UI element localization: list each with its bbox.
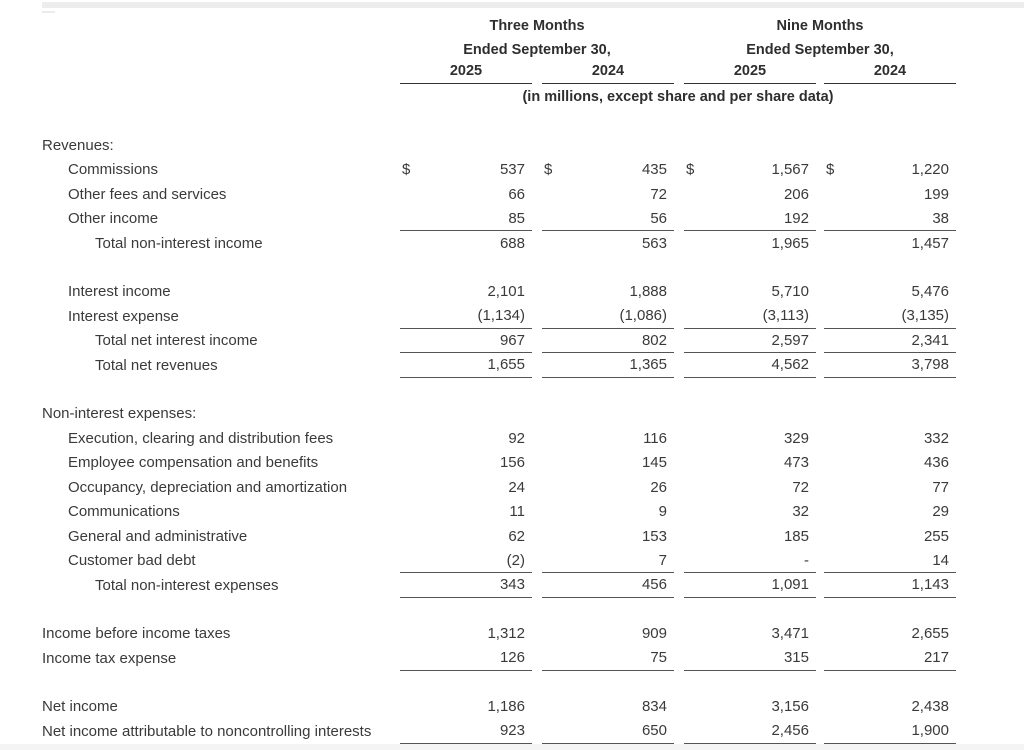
value-text: 2,101: [487, 283, 525, 301]
table-row: [42, 133, 956, 158]
value-text: 1,143: [911, 576, 949, 594]
nine-months-subtitle: Ended September 30,: [746, 42, 894, 58]
row-label: Net income: [42, 698, 118, 716]
value-text: 1,655: [487, 356, 525, 374]
value-cell-col4: [824, 426, 956, 451]
value-text: 436: [923, 454, 949, 472]
row-label: Employee compensation and benefits: [68, 454, 319, 472]
table-row: [42, 573, 956, 598]
value-text: 1,312: [487, 625, 525, 643]
value-cell-col3: [684, 182, 816, 207]
value-text: 77: [932, 478, 949, 496]
value-cell-col4: [824, 695, 956, 720]
value-cell-col4: [824, 524, 956, 549]
bottom-page-edge: [0, 744, 1024, 750]
top-page-edge: [42, 2, 1024, 8]
value-cell-col1: [400, 158, 532, 183]
table-row: [42, 719, 956, 744]
value-text: 343: [499, 576, 525, 594]
value-text: 329: [783, 429, 809, 447]
row-label: Commissions: [68, 161, 159, 179]
value-cell-col2: [542, 719, 674, 744]
value-cell-col2: [542, 207, 674, 232]
value-text: 1,220: [911, 161, 949, 179]
value-cell-col4: [824, 207, 956, 232]
value-cell-col2: [542, 133, 674, 158]
value-cell-col3: [684, 573, 816, 598]
value-cell-col2: [542, 329, 674, 354]
value-text: 75: [650, 649, 667, 667]
section-gap: [42, 256, 956, 280]
row-label: Communications: [68, 503, 180, 521]
value-text: 688: [499, 234, 525, 252]
value-text: 537: [499, 161, 525, 179]
row-label: Net income attributable to noncontrolling interests: [42, 722, 372, 740]
table-row: [42, 304, 956, 329]
value-cell-col4: [824, 304, 956, 329]
table-body: [42, 133, 956, 744]
value-cell-col1: [400, 182, 532, 207]
value-text: (2): [506, 551, 525, 569]
value-cell-col3: [684, 280, 816, 305]
value-text: 650: [641, 722, 667, 740]
value-text: 126: [499, 649, 525, 667]
row-label: Total net interest income: [95, 332, 258, 350]
value-cell-col1: [400, 719, 532, 744]
table-row: [42, 549, 956, 574]
row-label: Other income: [68, 210, 159, 228]
value-text: 2,655: [911, 625, 949, 643]
table-row: [42, 329, 956, 354]
value-cell-col1: [400, 475, 532, 500]
value-text: (1,134): [477, 307, 525, 325]
header-body-gap: [42, 110, 956, 133]
value-text: 2,341: [911, 331, 949, 349]
value-cell-col4: [824, 353, 956, 378]
row-label: Non-interest expenses:: [42, 405, 197, 423]
value-text: 5,710: [771, 283, 809, 301]
row-label: Income tax expense: [42, 649, 177, 667]
value-text: 4,562: [771, 356, 809, 374]
value-cell-col3: [684, 158, 816, 183]
three-months-title: Three Months: [489, 18, 585, 34]
value-cell-col2: [542, 475, 674, 500]
value-cell-col2: [542, 451, 674, 476]
table-row: [42, 475, 956, 500]
value-text: 332: [923, 429, 949, 447]
value-text: 802: [641, 331, 667, 349]
nine-months-title: Nine Months: [776, 18, 864, 34]
value-cell-col2: [542, 646, 674, 671]
value-text: 11: [509, 503, 525, 521]
value-cell-col4: [824, 329, 956, 354]
value-cell-col1: [400, 426, 532, 451]
value-cell-col4: [824, 500, 956, 525]
income-statement: [42, 14, 956, 744]
value-cell-col4: [824, 622, 956, 647]
value-cell-col4: [824, 549, 956, 574]
dollar-sign: $: [826, 161, 835, 179]
value-text: 909: [641, 625, 667, 643]
value-cell-col4: [824, 231, 956, 256]
value-cell-col2: [542, 353, 674, 378]
units-note-row: [42, 84, 956, 110]
value-text: 153: [641, 527, 667, 545]
value-text: 217: [923, 649, 949, 667]
table-row: [42, 524, 956, 549]
section-gap: [42, 671, 956, 695]
year-col-1: 2025: [400, 63, 532, 84]
row-label: Occupancy, depreciation and amortization: [68, 478, 348, 496]
value-cell-col2: [542, 182, 674, 207]
value-cell-col2: [542, 695, 674, 720]
value-text: 834: [641, 698, 667, 716]
value-cell-col1: [400, 622, 532, 647]
value-text: 2,456: [771, 722, 809, 740]
value-text: 206: [783, 185, 809, 203]
table-row: [42, 426, 956, 451]
value-text: 66: [508, 185, 525, 203]
value-cell-col4: [824, 719, 956, 744]
year-col-2: 2024: [542, 63, 674, 84]
section-gap: [42, 598, 956, 622]
value-cell-col3: [684, 524, 816, 549]
value-cell-col3: [684, 646, 816, 671]
value-cell-col4: [824, 158, 956, 183]
value-cell-col1: [400, 207, 532, 232]
value-text: 1,365: [629, 356, 667, 374]
value-cell-col3: [684, 500, 816, 525]
table-row: [42, 182, 956, 207]
value-cell-col4: [824, 573, 956, 598]
value-cell-col2: [542, 622, 674, 647]
value-text: 72: [792, 478, 809, 496]
value-cell-col4: [824, 402, 956, 427]
value-text: 255: [923, 527, 949, 545]
value-cell-col1: [400, 402, 532, 427]
value-text: 1,567: [771, 161, 809, 179]
year-col-4: 2024: [824, 63, 956, 84]
value-text: 3,156: [771, 698, 809, 716]
section-gap: [42, 378, 956, 402]
value-text: 56: [650, 209, 667, 227]
value-cell-col3: [684, 426, 816, 451]
table-row: [42, 451, 956, 476]
value-text: 14: [932, 551, 949, 569]
value-text: 192: [783, 209, 809, 227]
value-cell-col1: [400, 231, 532, 256]
value-text: 116: [643, 429, 667, 447]
value-text: 3,798: [911, 356, 949, 374]
dollar-sign: $: [686, 161, 695, 179]
row-label: Execution, clearing and distribution fees: [68, 429, 334, 447]
value-text: (3,113): [762, 307, 809, 325]
value-text: 456: [641, 576, 667, 594]
value-text: (3,135): [901, 307, 949, 325]
row-label: Total net revenues: [95, 356, 218, 374]
value-cell-col3: [684, 231, 816, 256]
value-cell-col3: [684, 475, 816, 500]
value-cell-col3: [684, 329, 816, 354]
three-months-subtitle: Ended September 30,: [463, 42, 611, 58]
table-row: [42, 622, 956, 647]
value-cell-col1: [400, 549, 532, 574]
value-cell-col3: [684, 695, 816, 720]
value-cell-col4: [824, 475, 956, 500]
value-text: 92: [508, 429, 525, 447]
value-text: 24: [508, 478, 525, 496]
value-cell-col2: [542, 402, 674, 427]
value-text: 32: [792, 503, 809, 521]
value-text: 563: [641, 234, 667, 252]
value-text: 1,457: [911, 234, 949, 252]
value-cell-col1: [400, 133, 532, 158]
value-cell-col1: [400, 353, 532, 378]
period-subtitle-row: [42, 38, 956, 62]
value-text: 29: [932, 503, 949, 521]
value-cell-col4: [824, 451, 956, 476]
value-text: 85: [508, 209, 525, 227]
value-cell-col3: [684, 622, 816, 647]
top-left-page-mark: [42, 11, 55, 13]
value-text: (1,086): [619, 307, 667, 325]
value-text: 1,186: [487, 698, 525, 716]
dollar-sign: $: [402, 161, 411, 179]
value-text: 26: [650, 478, 667, 496]
value-text: 5,476: [911, 283, 949, 301]
value-cell-col3: [684, 719, 816, 744]
value-cell-col1: [400, 500, 532, 525]
value-cell-col4: [824, 646, 956, 671]
table-row: [42, 646, 956, 671]
table-row: [42, 280, 956, 305]
value-text: 145: [641, 454, 667, 472]
value-cell-col3: [684, 353, 816, 378]
value-text: -: [804, 551, 809, 569]
value-cell-col1: [400, 573, 532, 598]
value-text: 2,438: [911, 698, 949, 716]
value-cell-col1: [400, 329, 532, 354]
value-text: 38: [932, 209, 949, 227]
value-text: 156: [499, 454, 525, 472]
value-cell-col2: [542, 524, 674, 549]
value-cell-col1: [400, 280, 532, 305]
table-row: [42, 402, 956, 427]
row-label: Total non-interest income: [95, 234, 263, 252]
value-text: 199: [923, 185, 949, 203]
value-text: 1,888: [629, 283, 667, 301]
value-text: 9: [658, 503, 667, 521]
value-cell-col4: [824, 133, 956, 158]
value-text: 7: [658, 551, 667, 569]
value-cell-col1: [400, 524, 532, 549]
value-cell-col2: [542, 231, 674, 256]
value-cell-col3: [684, 207, 816, 232]
value-cell-col1: [400, 304, 532, 329]
value-text: 62: [508, 527, 525, 545]
row-label: Interest expense: [68, 307, 179, 325]
value-cell-col1: [400, 695, 532, 720]
table-row: [42, 231, 956, 256]
value-text: 1,965: [771, 234, 809, 252]
value-cell-col3: [684, 451, 816, 476]
row-label: Income before income taxes: [42, 625, 231, 643]
table-row: [42, 207, 956, 232]
dollar-sign: $: [544, 161, 553, 179]
row-label: General and administrative: [68, 527, 248, 545]
table-row: [42, 695, 956, 720]
value-cell-col3: [684, 402, 816, 427]
year-header-row: [42, 62, 956, 84]
value-cell-col1: [400, 646, 532, 671]
value-cell-col4: [824, 182, 956, 207]
value-text: 473: [783, 454, 809, 472]
value-text: 1,900: [911, 722, 949, 740]
value-text: 315: [783, 649, 809, 667]
value-text: 967: [499, 331, 525, 349]
value-text: 923: [499, 722, 525, 740]
row-label: Other fees and services: [68, 185, 227, 203]
value-cell-col2: [542, 549, 674, 574]
value-text: 72: [650, 185, 667, 203]
table-row: [42, 500, 956, 525]
row-label: Customer bad debt: [68, 552, 196, 570]
value-text: 2,597: [771, 331, 809, 349]
value-cell-col1: [400, 451, 532, 476]
value-cell-col3: [684, 133, 816, 158]
row-label: Interest income: [68, 283, 171, 301]
value-cell-col4: [824, 280, 956, 305]
value-cell-col2: [542, 573, 674, 598]
value-text: 1,091: [771, 576, 809, 594]
value-cell-col2: [542, 304, 674, 329]
table-row: [42, 353, 956, 378]
row-label: Total non-interest expenses: [95, 576, 279, 594]
units-note: (in millions, except share and per share data): [522, 89, 834, 105]
value-cell-col3: [684, 304, 816, 329]
year-col-3: 2025: [684, 63, 816, 84]
value-text: 3,471: [771, 625, 809, 643]
value-cell-col3: [684, 549, 816, 574]
value-text: 185: [783, 527, 809, 545]
value-cell-col2: [542, 426, 674, 451]
value-cell-col2: [542, 158, 674, 183]
row-label: Revenues:: [42, 136, 114, 154]
value-cell-col2: [542, 280, 674, 305]
table-row: [42, 158, 956, 183]
value-cell-col2: [542, 500, 674, 525]
value-text: 435: [641, 161, 667, 179]
period-title-row: [42, 14, 956, 38]
